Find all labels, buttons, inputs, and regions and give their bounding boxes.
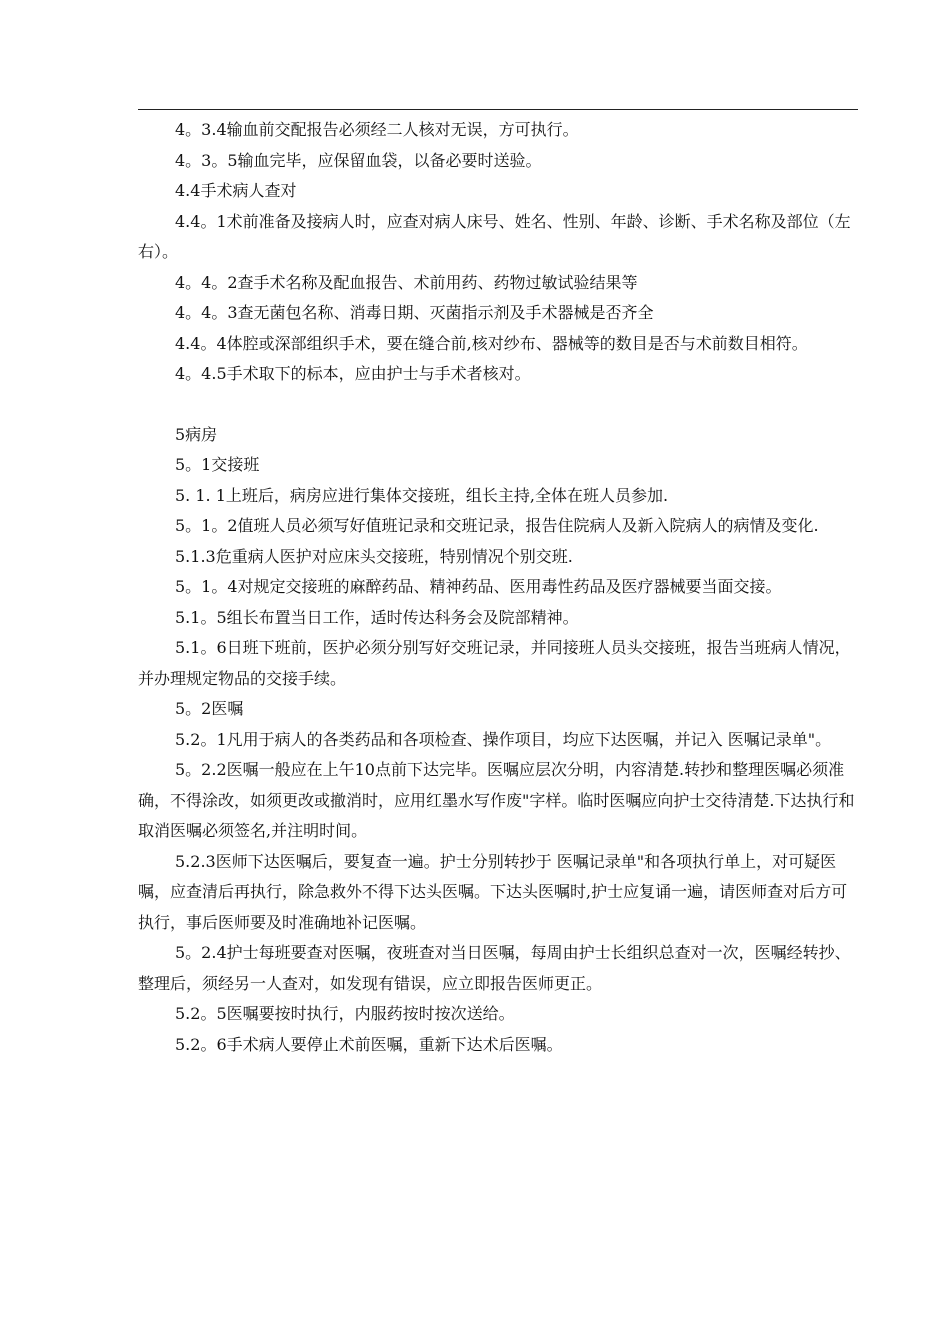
paragraph-5-1-3: 5.1.3危重病人医护对应床头交接班，特别情况个别交班.: [175, 546, 573, 566]
paragraph-5-2-2: 5。2.2医嘱一般应在上午10点前下达完毕。医嘱应层次分明，内容清楚.转抄和整理医嘱必须准确，不得涂改，如须更改或撤消时，应用红墨水写作废"字样。临时医嘱应向护士交待清楚.下达执行和取消医嘱必须签名,并注明时间。: [138, 760, 855, 840]
paragraph-4-3-5: 4。3。5输血完毕，应保留血袋，以备必要时送验。: [175, 150, 542, 170]
paragraph-4-4-2: 4。4。2查手术名称及配血报告、术前用药、药物过敏试验结果等: [175, 272, 638, 292]
paragraph-5-1-6: 5.1。6日班下班前，医护必须分别写好交班记录，并同接班人员头交接班，报告当班病人情况，并办理规定物品的交接手续。: [138, 638, 851, 688]
paragraph-5-2-1: 5.2。1凡用于病人的各类药品和各项检查、操作项目，均应下达医嘱，并记入 医嘱记录单"。: [175, 729, 832, 749]
section-heading-5-2: 5。2医嘱: [175, 699, 244, 718]
chapter-heading-5: 5病房: [175, 424, 218, 444]
header-rule: [138, 109, 858, 110]
paragraph-5-1-2: 5。1。2值班人员必须写好值班记录和交班记录，报告住院病人及新入院病人的病情及变化.: [175, 516, 819, 535]
paragraph-5-2-4: 5。2.4护士每班要查对医嘱，夜班查对当日医嘱，每周由护士长组织总查对一次，医嘱经转抄、整理后，须经另一人查对，如发现有错误，应立即报告医师更正。: [138, 943, 851, 993]
paragraph-5-2-6: 5.2。6手术病人要停止术前医嘱，重新下达术后医嘱。: [175, 1034, 563, 1054]
paragraph-5-1-1: 5. 1. 1上班后，病房应进行集体交接班，组长主持,全体在班人员参加.: [175, 485, 669, 505]
section-heading-5-1: 5。1交接班: [175, 455, 260, 474]
paragraph-4-4-4: 4.4。4体腔或深部组织手术，要在缝合前,核对纱布、器械等的数目是否与术前数目相符。: [175, 333, 808, 353]
paragraph-5-2-3: 5.2.3医师下达医嘱后，要复查一遍。护士分别转抄于 医嘱记录单"和各项执行单上，对可疑医嘱，应查清后再执行，除急救外不得下达头医嘱。下达头医嘱时,护士应复诵一遍，请医师查对后方可执行，事后医师要及时准确地补记医嘱。: [138, 851, 848, 932]
paragraph-5-1-5: 5.1。5组长布置当日工作，适时传达科务会及院部精神。: [175, 607, 579, 627]
section-gap: [138, 390, 858, 420]
paragraph-5-1-4: 5。1。4对规定交接班的麻醉药品、精神药品、医用毒性药品及医疗器械要当面交接。: [175, 577, 782, 596]
paragraph-5-2-5: 5.2。5医嘱要按时执行，内服药按时按次送给。: [175, 1004, 515, 1023]
paragraph-4-4-1: 4.4。1术前准备及接病人时，应查对病人床号、姓名、性别、年龄、诊断、手术名称及部位（左右）。: [138, 211, 851, 261]
section-heading-4-4: 4.4手术病人查对: [175, 181, 297, 200]
paragraph-4-4-5: 4。4.5手术取下的标本，应由护士与手术者核对。: [175, 364, 531, 383]
document-body: [138, 115, 858, 1060]
paragraph-4-4-3: 4。4。3查无菌包名称、消毒日期、灭菌指示剂及手术器械是否齐全: [175, 303, 654, 322]
paragraph-4-3-4: 4。3.4输血前交配报告必须经二人核对无误，方可执行。: [175, 120, 579, 139]
